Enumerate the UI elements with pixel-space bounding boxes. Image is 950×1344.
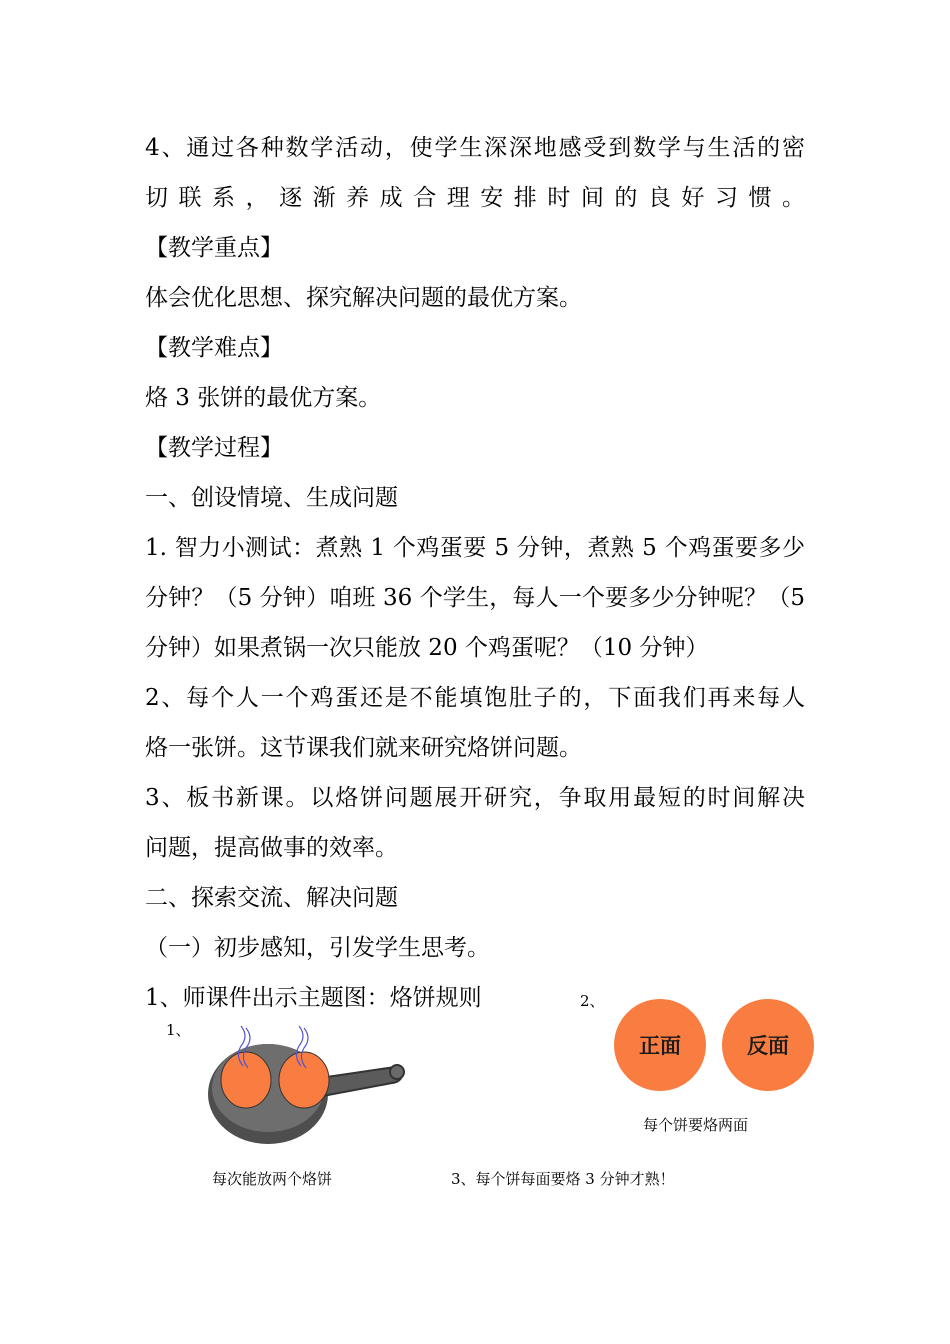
rule3-caption: 3、每个饼每面要烙 3 分钟才熟！ [451,1170,675,1188]
paragraph3-line1: 3、板书新课。以烙饼问题展开研究，争取用最短的时间解决 [145,785,805,811]
figure-label-2: 2、 [580,992,605,1010]
step1-text: 1、师课件出示主题图：烙饼规则 [145,985,482,1011]
key-points-heading: 【教学重点】 [145,235,283,261]
paragraph1-line3: 分钟）如果煮锅一次只能放 20 个鸡蛋呢？（10 分钟） [145,635,709,661]
key-points-content: 体会优化思想、探究解决问题的最优方案。 [145,285,582,311]
paragraph3-line2: 问题，提高做事的效率。 [145,835,398,861]
frying-pan-illustration [205,1022,415,1147]
process-heading: 【教学过程】 [145,435,283,461]
pancake-back-side [722,999,814,1091]
paragraph2-line2: 烙一张饼。这节课我们就来研究烙饼问题。 [145,735,582,761]
figure-label-1: 1、 [166,1021,191,1039]
section1-title: 一、创设情境、生成问题 [145,485,398,511]
difficulties-heading: 【教学难点】 [145,335,283,361]
paragraph1-line2: 分钟？（5 分钟）咱班 36 个学生，每人一个要多少分钟呢？（5 [145,585,805,611]
front-label: 正面 [639,1034,681,1058]
back-label: 反面 [747,1034,789,1058]
section2-title: 二、探索交流、解决问题 [145,885,398,911]
subsection1-title: （一）初步感知，引发学生思考。 [145,935,490,961]
paragraph1-line1: 1. 智力小测试：煮熟 1 个鸡蛋要 5 分钟，煮熟 5 个鸡蛋要多少 [145,535,805,561]
objective-4-line1: 4、通过各种数学活动，使学生深深地感受到数学与生活的密 [145,135,805,161]
pan-caption: 每次能放两个烙饼 [212,1170,333,1188]
pancake-right [279,1052,329,1108]
pancake-front-side [614,999,706,1091]
difficulties-content: 烙 3 张饼的最优方案。 [145,385,382,411]
pancake-left [221,1052,271,1108]
paragraph2-line1: 2、每个人一个鸡蛋还是不能填饱肚子的，下面我们再来每人 [145,685,805,711]
objective-4-line2: 切联系，逐渐养成合理安排时间的良好习惯。 [145,185,805,211]
two-sides-caption: 每个饼要烙两面 [643,1116,749,1134]
